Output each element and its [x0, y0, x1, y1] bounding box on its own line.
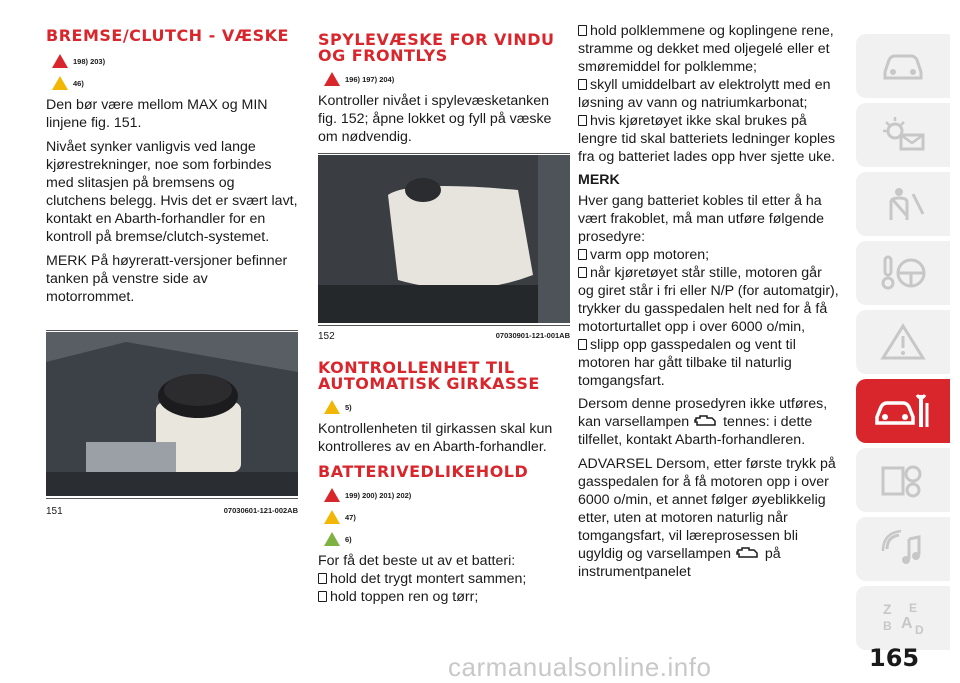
section-title-brake-fluid: BREMSE/CLUTCH - VÆSKE — [46, 26, 289, 45]
list-item: hold polklemmene og koplingene rene, stramme og dekket med oljegelé eller et smøremiddel for polklemme; — [578, 23, 834, 75]
list-item: hold det trygt montert sammen; — [318, 570, 570, 588]
paragraph: ADVARSEL Dersom, etter første trykk på gasspedalen for å få motoren opp i over 6000 o/min, et annet følger øyeblikkelig etter, uten at motoren naturlig når tomgangsfart, vil læreprosessen bli ugyldig og varsellampen på instrumentpanelet — [578, 456, 836, 580]
checkbox-bullet-icon — [578, 115, 587, 126]
paragraph: Nivået synker vanligvis ved lange kjørestrekninger, noe som forbindes med slitasjen på bremsens og clutchens belegg. Hvis det er svært lavt, kontakt en Abarth-forhandler for en kontroll på bremse/clutch-systemet. — [46, 139, 298, 245]
warning-triangle-icon — [52, 54, 68, 68]
caution-triangle-icon — [324, 510, 340, 524]
figure-bottom-rule — [46, 498, 298, 499]
list-item: hvis kjøretøyet ikke skal brukes på lengre tid skal batteriets ledninger koples fra og batteriet lades opp hver sjette uke. — [578, 113, 836, 165]
list-item: skyll umiddelbart av elektrolytt med en løsning av vann og natriumkarbonat; — [578, 77, 831, 111]
paragraph: Hver gang batteriet kobles til etter å ha vært frakoblet, må man utføre følgende prosedyre: — [578, 193, 825, 245]
index-letters-icon — [879, 598, 927, 638]
key-steering-icon — [879, 253, 927, 293]
multimedia-icon — [879, 529, 927, 569]
list-item: når kjøretøyet står stille, motoren går og giret står i fri eller N/P (for automatgir), trykker du gasspedalen helt ned for å få motorturtallet opp i over 6000 o/min, — [578, 265, 839, 335]
list-item: slipp opp gasspedalen og vent til motoren har gått tilbake til naturlig tomgangsfart. — [578, 337, 796, 389]
svg-text:D: D — [915, 623, 924, 637]
info-triangle-icon — [324, 532, 340, 546]
svg-text:A: A — [901, 615, 913, 632]
warning-triangle-icon — [324, 488, 340, 502]
info-ref-1: 6) — [324, 530, 570, 548]
checkbox-bullet-icon — [578, 267, 587, 278]
tab-lights[interactable] — [856, 103, 950, 167]
paragraph: Den bør være mellom MAX og MIN linjene fig. 151. — [46, 97, 268, 131]
figure-bottom-rule — [318, 325, 570, 326]
warning-ref-2: 196) 197) 204) — [324, 70, 570, 88]
seatbelt-airbag-icon — [879, 184, 927, 224]
checkbox-bullet-icon — [578, 339, 587, 350]
svg-text:B: B — [883, 619, 892, 633]
tab-specs[interactable] — [856, 448, 950, 512]
breakdown-warning-icon — [879, 322, 927, 362]
column-middle-lower — [318, 360, 570, 606]
section-title-washer-fluid: SPYLEVÆSKE FOR VINDU OG FRONTLYS — [318, 30, 555, 65]
column-middle — [318, 32, 570, 152]
car-dashboard-icon — [879, 46, 927, 86]
warning-ref-3: 199) 200) 201) 202) — [324, 486, 570, 504]
tab-dashboard[interactable] — [856, 34, 950, 98]
engine-warning-icon — [693, 414, 719, 428]
list-item: hold toppen ren og tørr; — [318, 588, 570, 606]
tab-maintenance[interactable] — [856, 379, 950, 443]
paragraph: Kontroller nivået i spylevæsketanken fig. 152; åpne lokket og fyll på væske om nødvendig. — [318, 93, 552, 145]
warning-ref-1: 198) 203) — [52, 52, 298, 70]
section-title-gearbox: KONTROLLENHET TIL AUTOMATISK GIRKASSE — [318, 358, 540, 393]
watermark: carmanualsonline.info — [448, 652, 712, 682]
checkbox-bullet-icon — [578, 249, 587, 260]
chapter-sidebar — [856, 34, 950, 655]
washer-reservoir-illustration — [318, 155, 570, 323]
tab-multimedia[interactable] — [856, 517, 950, 581]
tab-safety[interactable] — [856, 172, 950, 236]
svg-text:Z: Z — [883, 601, 892, 617]
car-maintenance-icon — [873, 389, 933, 433]
figure-152-photo — [318, 155, 570, 323]
caution-triangle-icon — [324, 400, 340, 414]
caution-ref-1: 46) — [52, 74, 298, 92]
engine-warning-icon — [735, 546, 761, 560]
checkbox-bullet-icon — [578, 79, 587, 90]
paragraph: For få det beste ut av et batteri: — [318, 553, 516, 569]
warning-triangle-icon — [324, 72, 340, 86]
checkbox-bullet-icon — [318, 591, 327, 602]
tab-emergency[interactable] — [856, 310, 950, 374]
tab-index[interactable] — [856, 586, 950, 650]
specs-gears-icon — [879, 460, 927, 500]
list-item: varm opp motoren; — [578, 246, 840, 264]
caution-ref-2: 5) — [324, 398, 570, 416]
caution-ref-3: 47) — [324, 508, 570, 526]
paragraph: Kontrollenheten til girkassen skal kun kontrolleres av en Abarth-forhandler. — [318, 421, 553, 455]
column-left — [46, 28, 298, 312]
page-number: 165 — [869, 644, 920, 672]
caution-triangle-icon — [52, 76, 68, 90]
checkbox-bullet-icon — [318, 573, 327, 584]
figure-top-rule — [318, 153, 570, 154]
figure-151-caption: 151 07030601-121-002AB — [46, 506, 298, 517]
column-right — [578, 22, 840, 587]
section-title-battery: BATTERIVEDLIKEHOLD — [318, 462, 529, 481]
checkbox-bullet-icon — [578, 25, 587, 36]
figure-151-photo — [46, 332, 298, 496]
figure-top-rule — [46, 330, 298, 331]
figure-152-caption: 152 07030901-121-001AB — [318, 331, 570, 342]
paragraph: Dersom denne prosedyren ikke utføres, kan varsellampen tennes: i dette tilfellet, kontakt Abarth-forhandleren. — [578, 396, 828, 448]
svg-text:E: E — [909, 601, 918, 615]
lights-warning-icon — [879, 115, 927, 155]
tab-start-driving[interactable] — [856, 241, 950, 305]
paragraph: MERK På høyreratt-versjoner befinner tanken på venstre side av motorrommet. — [46, 253, 288, 305]
note-heading: MERK — [578, 172, 620, 188]
brake-reservoir-illustration — [46, 332, 298, 496]
